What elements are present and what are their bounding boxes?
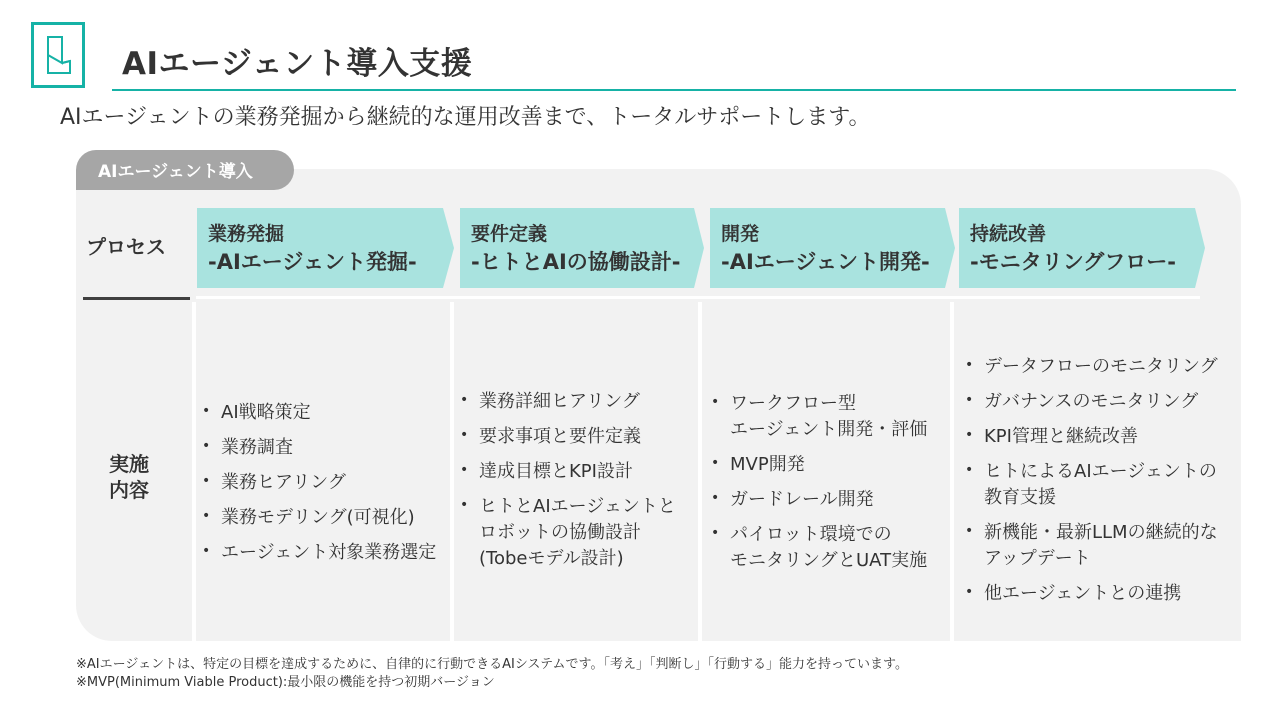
list-item: • AI戦略策定 [199,400,436,426]
page-title: AIエージェント導入支援 [122,46,473,82]
step-subtitle: -ヒトとAIの協働設計- [471,250,681,274]
list-item: • MVP開発 [708,452,927,478]
step-subtitle: -モニタリングフロー- [970,250,1177,274]
list-item: • 業務モデリング(可視化) [199,505,436,531]
column-separator [950,302,954,645]
step-items-development [708,391,927,583]
step-items-requirements [457,389,676,581]
content-row-label [109,451,149,503]
step-items-discovery [199,400,436,575]
list-item: • ヒトとAIエージェントと ロボットの協働設計 (Tobeモデル設計) [457,494,676,572]
document-logo-icon [31,22,85,88]
content-row-label-line1: 実施 [109,452,149,476]
list-item: • ガバナンスのモニタリング [962,389,1218,415]
list-item: • 他エージェントとの連携 [962,581,1218,607]
title-underline [112,89,1236,91]
step-arrow-development [710,208,956,288]
list-item: • エージェント対象業務選定 [199,540,436,566]
column-separator [450,302,454,645]
step-title: 開発 [721,223,760,245]
list-item: • 業務調査 [199,435,436,461]
process-row-label: プロセス [86,235,166,259]
list-item: • 業務ヒアリング [199,470,436,496]
list-item: • 業務詳細ヒアリング [457,389,676,415]
page-subtitle: AIエージェントの業務発掘から継続的な運用改善まで、トータルサポートします。 [60,105,871,130]
list-item: • ヒトによるAIエージェントの 教育支援 [962,459,1218,511]
list-item: • 達成目標とKPI設計 [457,459,676,485]
content-row-label-line2: 内容 [109,478,149,502]
header-divider [196,296,1200,299]
step-subtitle: -AIエージェント発掘- [208,250,417,274]
step-title: 要件定義 [471,223,548,245]
list-item: • ワークフロー型 エージェント開発・評価 [708,391,927,443]
step-arrow-improvement [959,208,1206,288]
list-item: • KPI管理と継続改善 [962,424,1218,450]
panel-tab: AIエージェント導入 [76,150,294,190]
list-item: • ガードレール開発 [708,487,927,513]
column-separator [192,302,196,645]
step-subtitle: -AIエージェント開発- [721,250,930,274]
process-row-divider [83,297,190,300]
step-items-improvement [962,354,1218,616]
footnote-ai-agent: ※AIエージェントは、特定の目標を達成するために、自律的に行動できるAIシステムです。「考え」「判断し」「行動する」能力を持っています。 [76,657,908,672]
step-title: 持続改善 [970,223,1047,245]
column-separator [698,302,702,645]
step-arrow-discovery [197,208,455,288]
list-item: • 要求事項と要件定義 [457,424,676,450]
step-title: 業務発掘 [208,223,285,245]
list-item: • 新機能・最新LLMの継続的な アップデート [962,520,1218,572]
list-item: • パイロット環境での モニタリングとUAT実施 [708,522,927,574]
list-item: • データフローのモニタリング [962,354,1218,380]
footnote-mvp: ※MVP(Minimum Viable Product):最小限の機能を持つ初期バージョン [76,675,495,690]
step-arrow-requirements [460,208,705,288]
